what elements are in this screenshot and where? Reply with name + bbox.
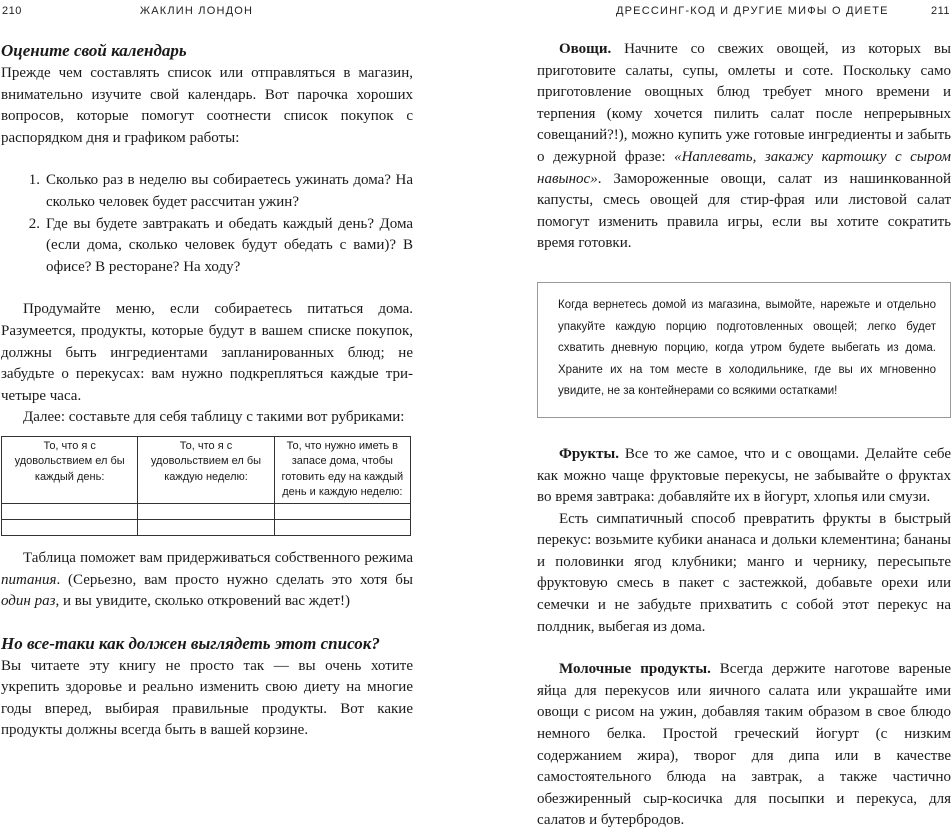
table-header-row	[2, 436, 411, 503]
table-cell	[274, 503, 410, 519]
table-header-daily: То, что я с удовольствием ел бы каждый день:	[2, 436, 138, 503]
table-intro-paragraph: Далее: составьте для себя таблицу с такими вот рубриками:	[23, 409, 405, 426]
table-header-weekly: То, что я с удовольствием ел бы каждую неделю:	[138, 436, 274, 503]
left-running-title: ЖАКЛИН ЛОНДОН	[139, 5, 254, 17]
list-item-number: 2.	[28, 215, 40, 232]
table-header-stock: То, что нужно иметь в запасе дома, чтобы готовить еду на каждый день и каждую неделю:	[274, 436, 410, 503]
fruits-label: Фрукты.	[559, 445, 619, 462]
left-page	[0, 0, 476, 739]
fruits-paragraph	[537, 444, 951, 509]
after-table-text-1: Таблица поможет вам придерживаться собственного режима	[23, 549, 413, 566]
calendar-intro-paragraph: Прежде чем составлять список или отправляться в магазин, внимательно изучите свой календарь. Вот парочка хороших вопросов, которые помогут соотнести список покупок с распорядком дня и графиком работы:	[1, 65, 413, 146]
table-cell	[2, 519, 138, 535]
questions-list	[1, 170, 413, 278]
fruits-paragraph-2: Есть симпатичный способ превратить фрукты в быстрый перекус: возьмите кубики ананаса и дольки клементина; бананы и половинки ягод клубники; манго и чернику, пересыпьте фруктовую смесь в пакет с застежкой, добавьте орехи или семечки и не забудьте прихватить с собой этот перекус на полдник, выбегая из дома.	[537, 510, 951, 635]
section-heading-list: Но все-таки как должен выглядеть этот список?	[1, 633, 380, 653]
fruits-text: Все то же самое, что и с овощами. Делайте себе как можно чаще фруктовые перекусы, не забывайте о фруктах во время завтрака: добавляйте их в йогурт, хлопья или смузи.	[537, 445, 951, 506]
after-table-italic-1: питания	[1, 571, 57, 588]
tip-callout-box	[537, 282, 951, 418]
vegetables-quote: «Наплевать, закажу картошку с сыром навынос»	[537, 148, 952, 187]
vegetables-paragraph	[537, 39, 951, 255]
right-running-title: ДРЕССИНГ-КОД И ДРУГИЕ МИФЫ О ДИЕТЕ	[616, 5, 889, 17]
list-item-text: Сколько раз в неделю вы собираетесь ужинать дома? На сколько человек будет рассчитан ужин?	[46, 172, 413, 210]
dairy-label: Молочные продукты.	[559, 661, 711, 678]
left-content	[1, 37, 413, 742]
vegetables-text-2: . Замороженные овощи, салат из нашинкованной капусты, смесь овощей для стир-фрая или листовой салат помогут изменить правила игры, если вы хотите сократить время готовки.	[537, 170, 951, 252]
table-cell	[274, 519, 410, 535]
list-section-paragraph: Вы читаете эту книгу не просто так — вы очень хотите укрепить здоровье и реально изменить свою диету на многие годы вперед, выбирая правильные продукты. Вот какие продукты должны всегда быть в вашей корзине.	[1, 657, 413, 739]
rubrics-table	[1, 436, 411, 536]
right-content	[537, 37, 951, 832]
left-running-head	[2, 3, 412, 19]
after-table-italic-2: один раз	[1, 593, 56, 610]
right-running-head	[616, 3, 950, 19]
right-page	[476, 0, 952, 829]
table-cell	[138, 519, 274, 535]
table-row	[2, 519, 411, 535]
list-item-number: 1.	[28, 172, 40, 189]
vegetables-text-1: Начните со свежих овощей, из которых вы приготовите салаты, супы, омлеты и соте. Поскольку само приготовление овощных блюд требует много времени и терпения (кому хочется пилить салат после непрерывных совещаний?!), можно купить уже готовые ингредиенты и забыть о дежурной фразе:	[537, 41, 951, 165]
section-heading-calendar: Оцените свой календарь	[1, 41, 187, 60]
vegetables-label: Овощи.	[559, 41, 612, 57]
after-table-paragraph	[1, 548, 413, 613]
dairy-text: Всегда держите наготове вареные яйца для перекусов или яичного салата или украшайте ими овощи с рисом на ужин, добавляя таким образом в свое блюдо немного белка. Простой греческий йогурт (с низким содержанием жира), творог для дипа или в качестве самостоятельного блюда на завтрак, а также частично обезжиренный сыр-косичка для посыпки и перекуса, для салатов и бутербродов.	[537, 661, 951, 829]
list-item-text: Где вы будете завтракать и обедать каждый день? Дома (если дома, сколько человек будут обедать с вами)? В офисе? В ресторане? На ходу?	[46, 215, 413, 275]
table-cell	[138, 503, 274, 519]
menu-paragraph: Продумайте меню, если собираетесь питаться дома. Разумеется, продукты, которые будут в вашем списке покупок, должны быть ингредиентами запланированных блюд; не забудьте о перекусах: вам нужно подкрепляться каждые три-четыре часа.	[1, 301, 413, 404]
table-row	[2, 503, 411, 519]
dairy-paragraph	[537, 659, 951, 832]
after-table-text-3: , и вы увидите, сколько откровений вас ждет!)	[55, 593, 350, 610]
after-table-text-2: . (Серьезно, вам просто нужно сделать это хотя бы	[56, 571, 413, 588]
list-item	[1, 170, 413, 213]
table-cell	[2, 503, 138, 519]
list-item	[1, 214, 413, 279]
left-page-number: 210	[2, 5, 22, 17]
tip-callout-text: Когда вернетесь домой из магазина, вымойте, нарежьте и отдельно упакуйте каждую порцию подготовленных овощей; легко будет схватить дневную порцию, когда утром будете выбегать из дома. Храните их на том месте в холодильнике, где вы их мгновенно увидите, не за контейнерами со всякими остатками!	[558, 298, 936, 398]
right-page-number: 211	[930, 5, 950, 17]
